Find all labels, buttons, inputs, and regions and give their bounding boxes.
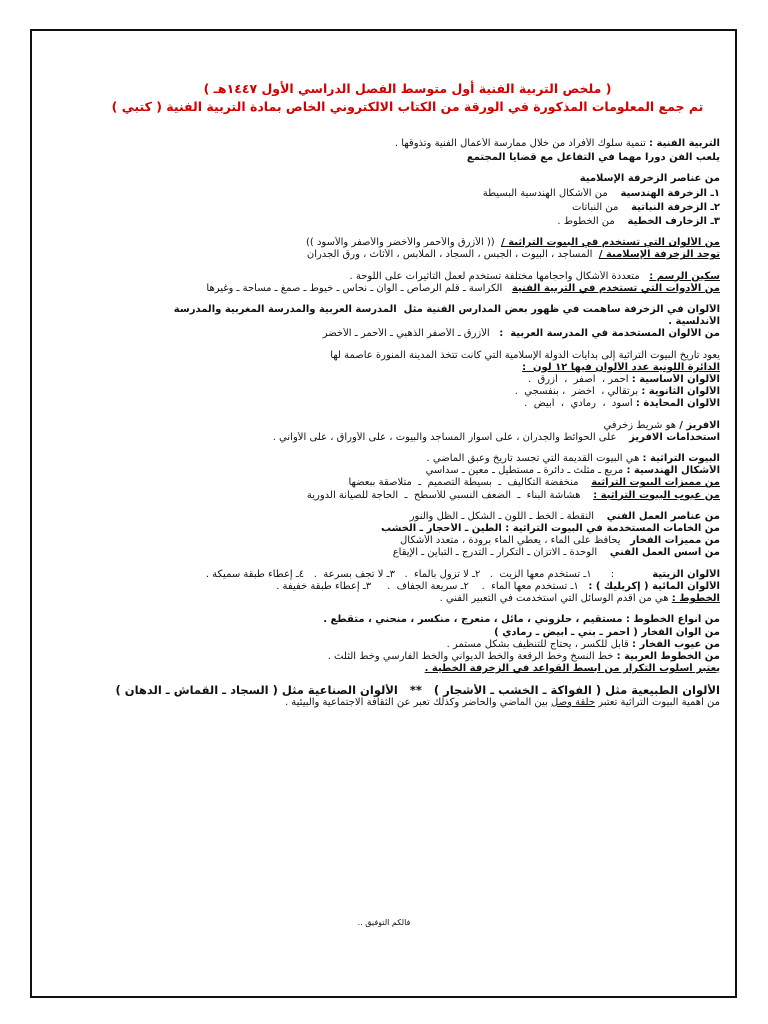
text-segment: من مميزات الفخار bbox=[630, 535, 720, 547]
text-segment: المساجد ، البيوت ، الجبس ، السجاد ، الملابس ، الأثاث ، ورق الجدران bbox=[306, 249, 599, 261]
text-segment: من الأدوات التي تستخدم في التربية الفنية bbox=[511, 282, 720, 294]
text-line bbox=[95, 316, 720, 328]
text-segment: مربع ـ مثلث ـ دائرة ـ مستطيل ـ معين ـ سداسي bbox=[425, 465, 627, 477]
text-segment: التربية الفنية : bbox=[649, 138, 720, 149]
text-segment: الألوان الأساسية : bbox=[631, 374, 720, 386]
document-body bbox=[95, 80, 720, 709]
text-segment: من الخطوط . bbox=[557, 216, 628, 228]
text-segment: الألوان الطبيعية مثل ( الفواكة ـ الخشب ـ الأشجار ) ** الألوان الصناعية مثل ( السجاد ـ القماش ـ الدهان ) bbox=[115, 684, 720, 697]
text-segment: من مميزات البيوت التراثية bbox=[591, 477, 720, 489]
text-segment: الأزرق ـ الأصفر الذهبي ـ الأحمر ـ الأخضر bbox=[322, 328, 500, 340]
text-line bbox=[95, 350, 720, 362]
text-segment: تنمية سلوك الأفراد من خلال ممارسة الأعمال الفنية وتذوقها . bbox=[394, 138, 650, 149]
text-segment: منخفضة التكاليف ـ بسيطة التصميم ـ متلاصقة ببعضها bbox=[348, 477, 592, 489]
text-line bbox=[95, 304, 720, 316]
text-segment: الألوان الثانوية : bbox=[641, 386, 720, 398]
text-line bbox=[95, 152, 720, 164]
text-segment: من الخطوط العربية : bbox=[616, 650, 720, 662]
text-segment: من الألوان التي تستخدم في البيوت التراثية / bbox=[501, 237, 720, 249]
text-line bbox=[95, 639, 720, 651]
text-segment: يعود تاريخ البيوت التراثية إلى بدايات الدولة الإسلامية التي كانت تتخذ المدينة المنورة عاصمة لها bbox=[330, 349, 720, 361]
text-segment: ١ـ الزخرفة الهندسية bbox=[620, 187, 720, 199]
text-segment: متعددة الأشكال وأحجامها مختلفة تستخدم لعمل التأثيرات على اللوحة . bbox=[349, 270, 650, 282]
text-line bbox=[95, 283, 720, 295]
text-line bbox=[95, 249, 720, 261]
text-line bbox=[95, 202, 720, 214]
text-segment: سكين الرسم : bbox=[649, 270, 720, 282]
text-segment: برتقالي ، أخضر ، بنفسجي . bbox=[514, 386, 642, 398]
text-segment: الألوان المائية ( إكريليك ) : bbox=[588, 580, 720, 592]
text-segment: أحمر ، أصفر ، أزرق . bbox=[527, 374, 632, 386]
text-line bbox=[95, 173, 720, 185]
text-segment: النقطة ـ الخط ـ اللون ـ الشكل ـ الظل والنور bbox=[409, 510, 607, 522]
text-line bbox=[95, 523, 720, 535]
text-segment: البيوت التراثية : bbox=[642, 453, 720, 465]
text-line bbox=[95, 535, 720, 547]
document-title: ( ملخص التربية الفنية أول متوسط الفصل الدراسي الأول ١٤٤٧هـ ) bbox=[203, 81, 612, 96]
text-segment: حلقة وصل bbox=[551, 696, 596, 708]
text-segment: (( الأزرق والأحمر والأخضر والأصفر والأسود )) bbox=[305, 237, 502, 249]
text-line bbox=[95, 420, 720, 432]
text-segment: قابل للكسر ، يحتاج للتنظيف بشكل مستمر . bbox=[446, 638, 633, 650]
text-line bbox=[95, 697, 720, 709]
text-line bbox=[95, 663, 720, 675]
text-segment: : ١ـ تستخدم معها الزيت . ٢ـ لا تزول بالماء . ٣ـ لا تجف بسرعة . ٤ـ إعطاء طبقة سميكة . bbox=[205, 568, 653, 580]
text-segment: من أهمية البيوت التراثية تعتبر bbox=[595, 696, 720, 708]
text-segment: من الأشكال الهندسية البسيطة bbox=[482, 187, 621, 199]
text-segment: من عناصر الزخرفة الإسلامية bbox=[579, 173, 720, 185]
text-segment: الوحدة ـ الاتزان ـ التكرار ـ التدرج ـ التباين ـ الإيقاع bbox=[392, 547, 610, 559]
text-line bbox=[95, 237, 720, 249]
text-segment: ١ـ تستخدم معها الماء . ٢ـ سريعة الجفاف . ٣ـ إعطاء طبقة خفيفة . bbox=[276, 580, 589, 592]
text-segment: من عيوب البيوت التراثية : bbox=[593, 489, 720, 501]
text-segment: من أنواع الخطوط : مستقيم ، حلزوني ، مائل ، متعرج ، منكسر ، منحني ، متقطع . bbox=[323, 614, 720, 626]
text-segment: الافريز / bbox=[679, 419, 720, 431]
text-line bbox=[95, 362, 720, 374]
text-segment: من الخامات المستخدمة في البيوت التراثية : الطين ـ الأحجار ـ الخشب bbox=[381, 523, 720, 535]
text-line bbox=[95, 432, 720, 444]
text-segment: يعتبر أسلوب التكرار من أبسط القواعد في الزخرفة الخطية . bbox=[424, 663, 720, 675]
document-subtitle: تم جمع المعلومات المذكورة في الورقة من الكتاب الالكتروني الخاص بمادة التربية الفنية ( كتبي ) bbox=[111, 99, 704, 114]
text-segment: الخطوط : bbox=[671, 593, 720, 605]
text-line bbox=[95, 477, 720, 489]
text-line bbox=[95, 465, 720, 477]
text-line bbox=[95, 188, 720, 200]
text-line bbox=[95, 490, 720, 502]
closing-note: فالكم التوفيق .. bbox=[357, 918, 411, 927]
text-segment: الأندلسية . bbox=[668, 316, 720, 328]
text-segment: من النباتات bbox=[572, 201, 632, 213]
text-segment: من ألوان الفخار ( أحمر ـ بني ـ أبيض ـ رمادي ) bbox=[494, 626, 720, 638]
text-line bbox=[95, 651, 720, 663]
text-segment: استخدامات الافريز bbox=[629, 431, 720, 443]
text-line bbox=[95, 216, 720, 228]
text-segment: يحافظ على الماء ، يعطي الماء برودة ، متعدد الأشكال bbox=[400, 535, 631, 547]
text-segment: الدائرة اللونية عدد الألوان فيها ١٢ لون : bbox=[522, 361, 720, 373]
text-line bbox=[95, 271, 720, 283]
text-segment: توجد الزخرفة الإسلامية / bbox=[598, 249, 720, 261]
text-segment: الكراسة ـ قلم الرصاص ـ ألوان ـ نحاس ـ خيوط ـ صمغ ـ مساحة ـ وغيرها bbox=[206, 282, 512, 294]
text-line bbox=[95, 453, 720, 465]
text-segment: هي من أقدم الوسائل التي استخدمت في التعبير الفني . bbox=[439, 593, 672, 605]
summary-lines bbox=[95, 138, 720, 709]
text-line bbox=[95, 593, 720, 605]
text-segment: خط النسخ وخط الرقعة والخط الديواني والخط الفارسي وخط الثلث . bbox=[327, 650, 617, 662]
text-segment: ٣ـ الزخارف الخطية bbox=[627, 216, 720, 228]
text-line bbox=[95, 374, 720, 386]
text-line bbox=[95, 398, 720, 410]
text-segment: هشاشة البناء ـ الضعف النسبي للأسطح ـ الحاجة للصيانة الدورية bbox=[306, 489, 594, 501]
text-segment: يلعب الفن دورا مهما في التفاعل مع قضايا المجتمع bbox=[466, 152, 720, 164]
text-segment: الألوان الزيتية bbox=[652, 568, 720, 580]
text-line bbox=[95, 547, 720, 559]
text-line bbox=[95, 386, 720, 398]
text-segment: من الألوان المستخدمة في المدرسة العربية : bbox=[499, 328, 720, 340]
text-segment: من عيوب الفخار : bbox=[632, 638, 720, 650]
text-segment: هي البيوت القديمة التي تجسد تاريخ وعبق الماضي . bbox=[426, 453, 643, 465]
text-segment: أسود ، رمادي ، أبيض . bbox=[524, 398, 636, 410]
text-line bbox=[95, 627, 720, 639]
text-line bbox=[95, 581, 720, 593]
text-segment: ٢ـ الزخرفة النباتية bbox=[631, 201, 720, 213]
text-line bbox=[95, 569, 720, 581]
text-segment: الألوان المحايدة : bbox=[635, 398, 720, 410]
text-segment: الألوان في الزخرفة ساهمت في ظهور بعض المدارس الفنية مثل المدرسة العربية والمدرسة المغربية والمدرسة bbox=[173, 304, 720, 316]
text-segment: على الحوائط والجدران ، على أسوار المساجد والبيوت ، على الأوراق ، على الأواني . bbox=[272, 431, 630, 443]
text-line bbox=[95, 614, 720, 626]
text-segment: بين الماضي والحاضر وكذلك تعبر عن الثقافة الاجتماعية والبيئية . bbox=[284, 696, 552, 708]
text-line bbox=[95, 328, 720, 340]
text-segment: من أسس العمل الفني bbox=[609, 547, 720, 559]
text-segment: هو شريط زخرفي bbox=[603, 419, 680, 431]
text-line bbox=[95, 138, 720, 150]
text-segment: الأشكال الهندسية : bbox=[626, 465, 720, 477]
text-line bbox=[95, 684, 720, 696]
text-line bbox=[95, 511, 720, 523]
text-segment: من عناصر العمل الفني bbox=[606, 510, 720, 522]
